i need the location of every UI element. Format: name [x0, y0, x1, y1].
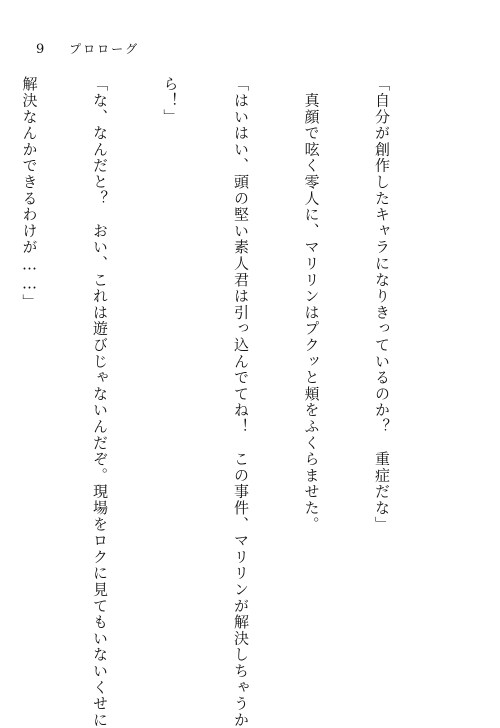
text-line: 解決なんかできるわけが……」 [20, 76, 39, 311]
chapter-title: プロローグ [69, 42, 140, 56]
vertical-text-body [0, 76, 440, 728]
text-line: 「自分が創作したキャラになりきっているのか？ 重症だな」 [373, 76, 391, 533]
page-number: 9 [36, 42, 46, 57]
text-line: 「な、なんだと？ おい、これは遊びじゃないんだぞ。現場をロクに見てもいないくせに [91, 76, 109, 728]
text-line: 真顔で呟く零人に、マリリンはプクッと頬をふくらませた。 [302, 76, 321, 533]
text-line: 「はいはい、頭の堅い素人君は引っ込んでてね！ この事件、マリリンが解決しちゃうか [232, 76, 250, 728]
page-header [36, 40, 139, 57]
text-line: ら！」 [161, 76, 180, 125]
